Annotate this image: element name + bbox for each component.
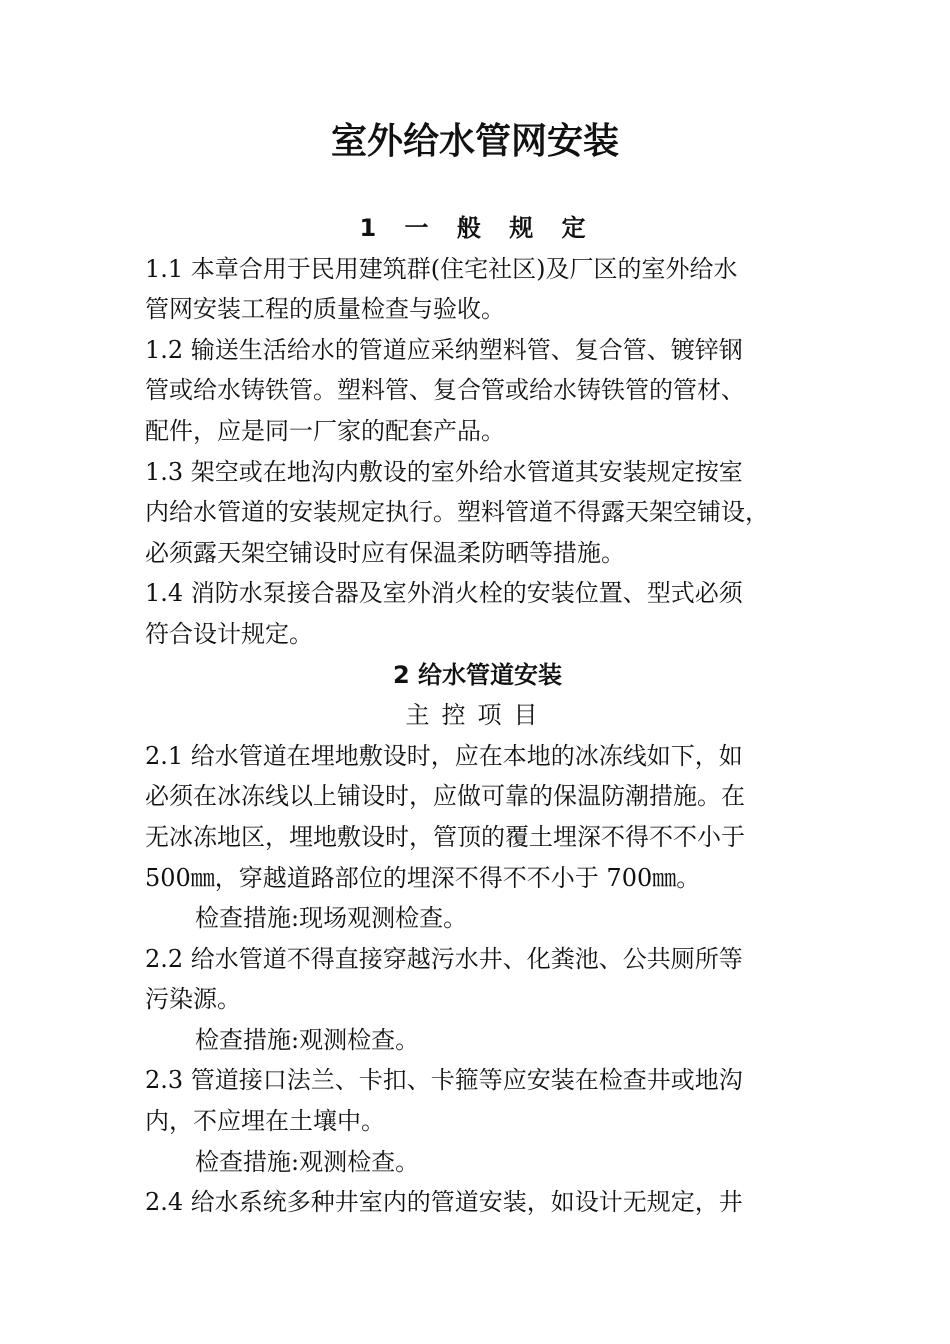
inspection-method-line: 检查措施:观测检查。 bbox=[195, 1025, 420, 1054]
document-body bbox=[145, 208, 810, 1223]
body-text-line: 管网安装工程的质量检查与验收。 bbox=[145, 295, 505, 324]
inspection-method-line: 检查措施:观测检查。 bbox=[195, 1147, 420, 1176]
body-text-line: 1.3 架空或在地沟内敷设的室外给水管道其安装规定按室 bbox=[145, 457, 743, 486]
body-text-line: 内给水管道的安装规定执行。塑料管道不得露天架空铺设， bbox=[145, 498, 769, 527]
body-text-line: 必须在冰冻线以上铺设时，应做可靠的保温防潮措施。在 bbox=[145, 782, 745, 811]
body-text-line: 必须露天架空铺设时应有保温柔防晒等措施。 bbox=[145, 538, 625, 567]
inspection-method-line: 检查措施:现场观测检查。 bbox=[195, 904, 468, 933]
section-heading: 1 一 般 规 定 bbox=[359, 214, 596, 242]
body-text-line: 2.4 给水系统多种井室内的管道安装，如设计无规定，井 bbox=[145, 1188, 743, 1217]
body-text-line: 1.1 本章合用于民用建筑群(住宅社区)及厂区的室外给水 bbox=[145, 254, 738, 283]
body-text-line: 无冰冻地区，埋地敷设时，管顶的覆土埋深不得不不小于 bbox=[145, 822, 745, 851]
body-text-line: 2.2 给水管道不得直接穿越污水井、化粪池、公共厕所等 bbox=[145, 944, 743, 973]
body-text-line: 500㎜，穿越道路部位的埋深不得不不小于 700㎜。 bbox=[145, 863, 701, 892]
body-text-line: 2.3 管道接口法兰、卡扣、卡箍等应安装在检查井或地沟 bbox=[145, 1066, 743, 1095]
body-text-line: 2.1 给水管道在埋地敷设时，应在本地的冰冻线如下，如 bbox=[145, 741, 743, 770]
body-text-line: 内，不应埋在土壤中。 bbox=[145, 1107, 385, 1136]
body-text-line: 1.2 输送生活给水的管道应采纳塑料管、复合管、镀锌钢 bbox=[145, 335, 743, 364]
document-title: 室外给水管网安装 bbox=[330, 121, 619, 162]
subsection-heading: 主控项目 bbox=[405, 701, 550, 730]
section-heading: 2 给水管道安装 bbox=[392, 660, 563, 689]
body-text-line: 1.4 消防水泵接合器及室外消火栓的安装位置、型式必须 bbox=[145, 579, 743, 608]
body-text-line: 管或给水铸铁管。塑料管、复合管或给水铸铁管的管材、 bbox=[145, 376, 745, 405]
body-text-line: 配件，应是同一厂家的配套产品。 bbox=[145, 416, 505, 445]
body-text-line: 污染源。 bbox=[145, 985, 241, 1014]
body-text-line: 符合设计规定。 bbox=[145, 619, 313, 648]
